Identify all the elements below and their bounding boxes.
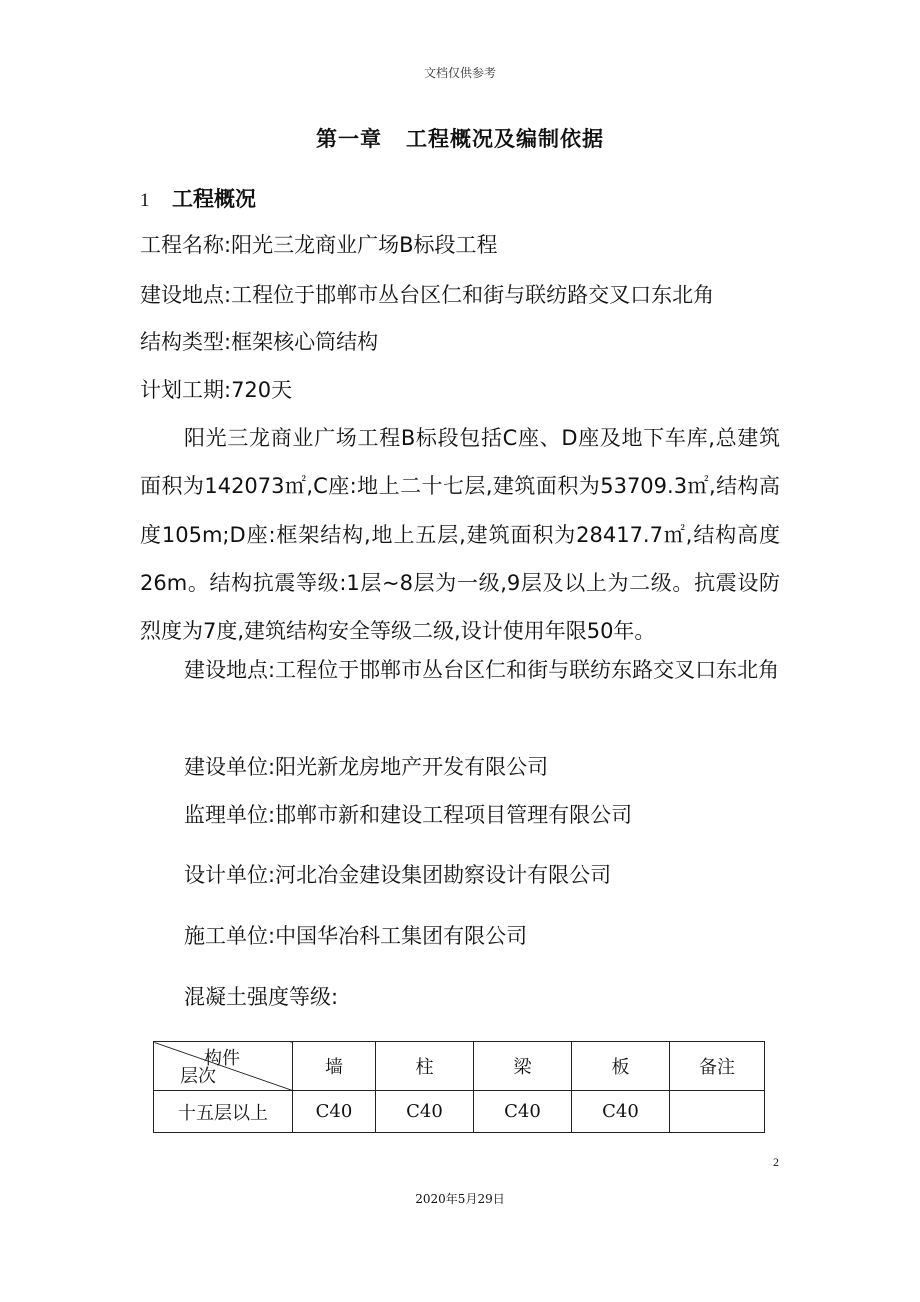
designer-unit: 设计单位:河北冶金建设集团勘察设计有限公司 <box>184 863 612 887</box>
cell-column: C40 <box>376 1091 474 1133</box>
table-header-row <box>154 1042 765 1091</box>
chapter-title-text: 工程概况及编制依据 <box>406 127 604 151</box>
column-header-remarks: 备注 <box>670 1042 765 1091</box>
structure-type: 结构类型:框架核心筒结构 <box>140 330 379 354</box>
column-header-column: 柱 <box>376 1042 474 1091</box>
project-name: 工程名称:阳光三龙商业广场B标段工程 <box>140 233 498 257</box>
chapter-number: 第一章 <box>316 127 382 151</box>
page-number: 2 <box>773 1155 779 1169</box>
contractor-unit: 施工单位:中国华冶科工集团有限公司 <box>184 924 528 948</box>
project-location: 建设地点:工程位于邯郸市丛台区仁和街与联纺路交叉口东北角 <box>140 283 715 307</box>
concrete-label: 混凝土强度等级: <box>184 985 339 1009</box>
corner-level-label: 层次 <box>180 1066 216 1087</box>
table-row <box>154 1091 765 1133</box>
cell-beam: C40 <box>474 1091 572 1133</box>
location-detail: 建设地点:工程位于邯郸市丛台区仁和街与联纺东路交叉口东北角 <box>184 658 780 682</box>
chapter-title <box>0 123 920 153</box>
corner-component-label: 构件 <box>204 1048 240 1069</box>
row-level: 十五层以上 <box>154 1091 293 1133</box>
column-header-slab: 板 <box>572 1042 670 1091</box>
section-title: 工程概况 <box>172 187 256 211</box>
section-number: 1 <box>140 190 150 211</box>
column-header-beam: 梁 <box>474 1042 572 1091</box>
cell-remarks <box>670 1091 765 1133</box>
footer-date: 2020年5月29日 <box>415 1192 505 1206</box>
concrete-grade-table <box>153 1041 765 1133</box>
project-description: 阳光三龙商业广场工程B标段包括C座、D座及地下车库,总建筑面积为142073㎡,C座:地上二十七层,建筑面积为53709.3㎡,结构高度105m;D座:框架结构,地上五层,建筑面积为28417.7㎡,结构高度26m。结构抗震等级:1层~8层为一级,9层及以上为二级。抗震设防烈度为7度,建筑结构安全等级二级,设计使用年限50年。 <box>140 426 780 644</box>
owner-unit: 建设单位:阳光新龙房地产开发有限公司 <box>184 755 549 779</box>
header-note: 文档仅供参考 <box>423 66 496 80</box>
cell-slab: C40 <box>572 1091 670 1133</box>
supervisor-unit: 监理单位:邯郸市新和建设工程项目管理有限公司 <box>184 803 633 827</box>
project-schedule: 计划工期:720天 <box>140 378 293 402</box>
cell-wall: C40 <box>293 1091 376 1133</box>
table-corner-cell <box>154 1042 293 1091</box>
section-heading <box>140 183 256 213</box>
column-header-wall: 墙 <box>293 1042 376 1091</box>
